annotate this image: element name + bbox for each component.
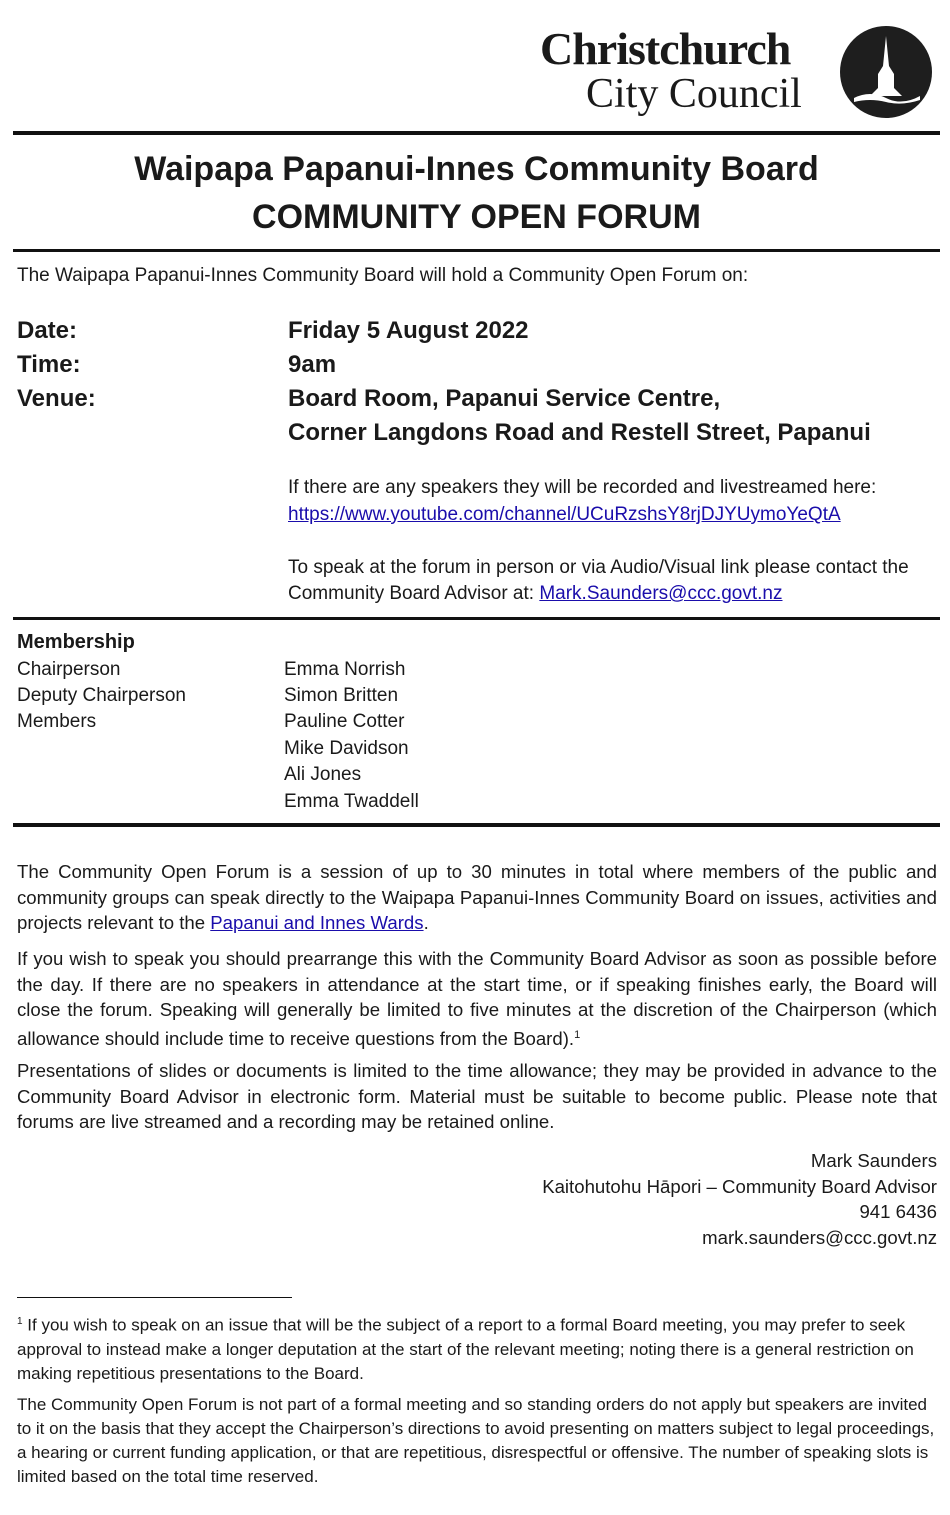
signature-name: Mark Saunders (810, 1150, 937, 1171)
member-name: Emma Twaddell (284, 791, 419, 812)
body-paragraph-2-text: If you wish to speak you should prearrange this with the Community Board Advisor as soon as possible before the day. If there are no speakers in attendance at the start time, or if speaking finishes early, the Board will close the forum. Speaking will generally be limited to five minutes at the discretion of the Chairperson (which allowance should include time to receive questions from the Board). (17, 948, 937, 1049)
body-paragraph-2 (17, 946, 937, 1051)
date-label: Date: (17, 317, 78, 344)
header-rule (13, 131, 940, 135)
venue-line-2: Corner Langdons Road and Restell Street, Papanui (288, 419, 871, 446)
signature-email: mark.saunders@ccc.govt.nz (702, 1227, 937, 1248)
footnote-marker: 1 (17, 1316, 23, 1327)
stream-text: If there are any speakers they will be recorded and livestreamed here: (288, 477, 877, 498)
council-emblem-icon (840, 26, 932, 118)
signature-title: Kaitohutohu Hāpori – Community Board Advisor (542, 1176, 937, 1197)
body-paragraph-1 (17, 859, 937, 936)
body-paragraph-3: Presentations of slides or documents is limited to the time allowance; they may be provided in advance to the Community Board Advisor in electronic form. Material must be suitable to become public. Please note that forums are live streamed and a recording may be retained online. (17, 1060, 937, 1132)
stream-link-wrap (288, 502, 841, 528)
body-paragraph-1-end: . (423, 912, 429, 933)
advisor-email-link[interactable]: Mark.Saunders@ccc.govt.nz (539, 583, 783, 604)
date-value: Friday 5 August 2022 (288, 317, 529, 344)
time-label: Time: (17, 351, 81, 378)
contact-text-line-2 (288, 581, 783, 607)
venue-label: Venue: (17, 385, 96, 412)
title-rule (13, 249, 940, 252)
member-name: Mike Davidson (284, 738, 409, 759)
contact-prefix: Community Board Advisor at: (288, 583, 540, 604)
details-rule (13, 617, 940, 620)
footnote-1-text: If you wish to speak on an issue that will be the subject of a report to a formal Board meeting, you may prefer to seek approval to instead make a longer deputation at the start of the relevant meeting; noting there is a general restriction on making repetitious presentations to the Board. (17, 1315, 914, 1383)
deputy-label: Deputy Chairperson (17, 685, 186, 706)
signature-phone: 941 6436 (859, 1201, 937, 1222)
membership-heading: Membership (17, 631, 135, 653)
footnote-ref: 1 (574, 1028, 581, 1041)
chair-name: Emma Norrish (284, 659, 406, 680)
footnote-1 (17, 1310, 935, 1386)
logo-line-1: Christchurch (540, 23, 791, 74)
contact-text-line-1: To speak at the forum in person or via Audio/Visual link please contact the (288, 557, 909, 578)
venue-line-1: Board Room, Papanui Service Centre, (288, 385, 721, 412)
footnote-2: The Community Open Forum is not part of a formal meeting and so standing orders do not apply but speakers are invited to it on the basis that they accept the Chairperson’s directions to avoid presenting on matters subject to legal proceedings, a hearing or current funding application, or that are repetitious, disrespectful or offensive. The number of speaking slots is limited based on the total time reserved. (17, 1395, 935, 1486)
logo-line-2: City Council (586, 71, 802, 117)
time-value: 9am (288, 351, 337, 378)
board-title: Waipapa Papanui-Innes Community Board (134, 150, 819, 188)
chair-label: Chairperson (17, 659, 121, 680)
footnote-rule (17, 1297, 292, 1298)
member-name: Pauline Cotter (284, 711, 405, 732)
intro-text: The Waipapa Papanui-Innes Community Board will hold a Community Open Forum on: (17, 265, 749, 286)
forum-title: COMMUNITY OPEN FORUM (252, 198, 701, 236)
body-paragraph-1-text: The Community Open Forum is a session of up to 30 minutes in total where members of the public and community groups can speak directly to the Waipapa Papanui-Innes Community Board on issues, activities and projects relevant to the (17, 861, 937, 933)
membership-rule (13, 823, 940, 827)
members-label: Members (17, 711, 97, 732)
member-name: Ali Jones (284, 764, 362, 785)
youtube-link[interactable]: https://www.youtube.com/channel/UCuRzshsY8rjDJYUymoYeQtA (288, 504, 841, 525)
wards-link[interactable]: Papanui and Innes Wards (210, 912, 424, 933)
deputy-name: Simon Britten (284, 685, 399, 706)
